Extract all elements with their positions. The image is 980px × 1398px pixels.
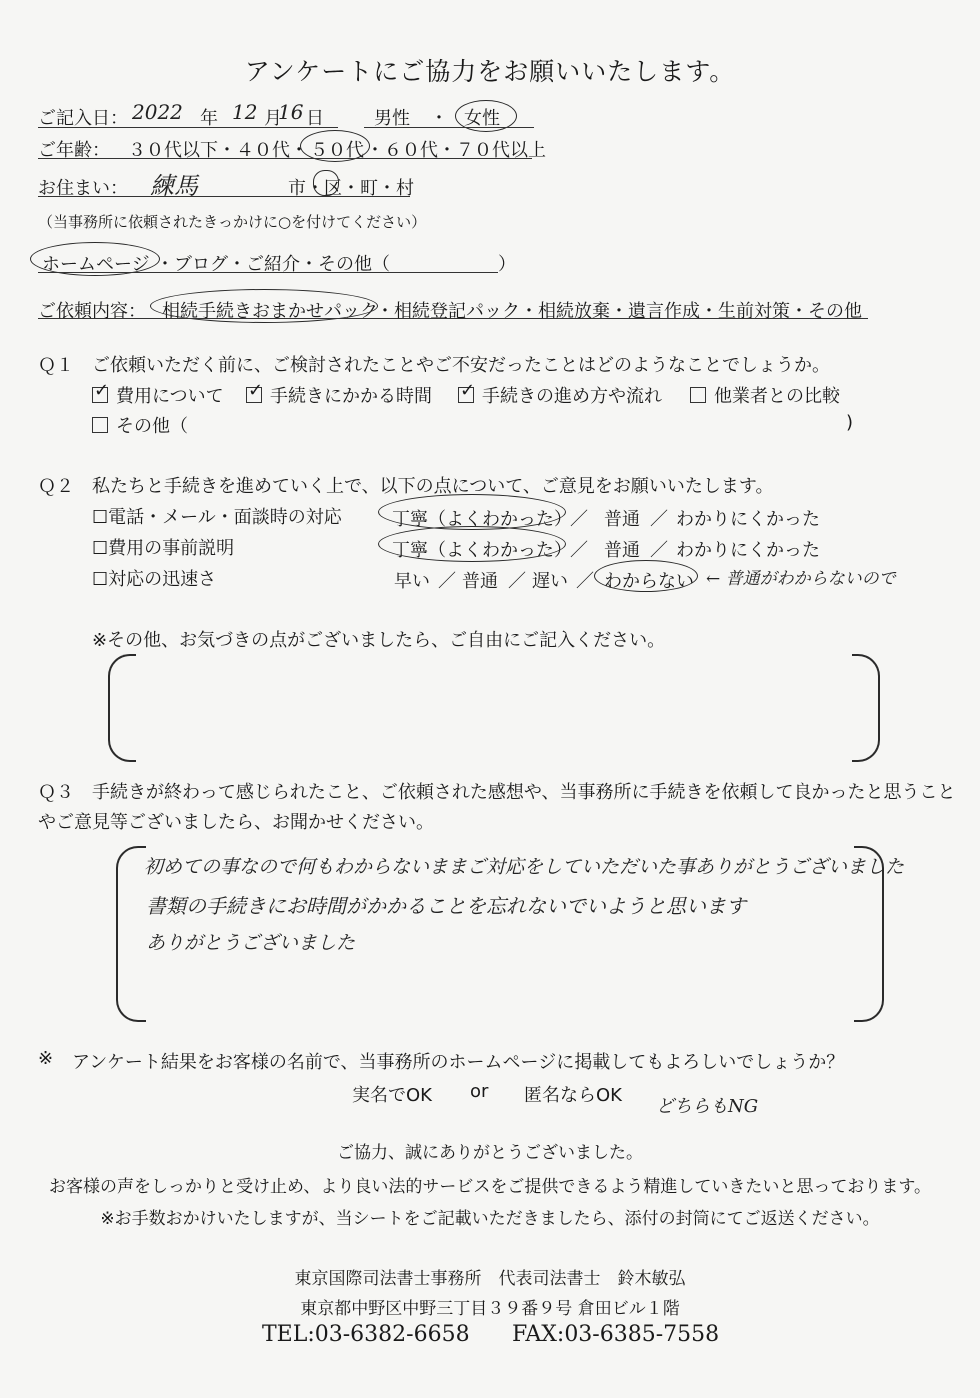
gender-sep: ・ <box>430 108 448 129</box>
q3-question-line2: やご意見等ございましたら、お聞かせください。 <box>38 812 434 833</box>
checkbox-checked-icon[interactable] <box>92 387 108 403</box>
q2-speed-fast[interactable]: 早い <box>394 571 430 592</box>
checkbox-icon[interactable] <box>690 387 706 403</box>
q1-option-time-label: 手続きにかかる時間 <box>270 386 432 407</box>
q3-answer-line3: ありがとうございました <box>146 932 356 954</box>
month-unit: 月 <box>264 108 282 129</box>
q1-label: Ｑ１ <box>38 355 74 376</box>
age-options-high[interactable]: ・６０代・７０代以上 <box>366 140 546 161</box>
q2-sep: ／ <box>570 540 588 561</box>
q2-speed-slow[interactable]: 遅い <box>532 571 568 592</box>
trigger-homepage[interactable]: ホームページ <box>42 254 150 275</box>
q2-sep: ／ <box>570 509 588 530</box>
q1-option-cost[interactable] <box>92 382 224 408</box>
trigger-note: （当事務所に依頼されたきっかけに○を付けてください） <box>38 213 427 231</box>
date-month[interactable]: 12 <box>232 100 258 124</box>
ward-circle-mark <box>313 170 339 196</box>
address-value[interactable]: 練馬 <box>150 172 198 200</box>
date-underline <box>38 127 338 128</box>
q3-question-line1: 手続きが終わって感じられたこと、ご依頼された感想や、当事務所に手続きを依頼して良かったと思うこと <box>92 782 956 803</box>
q2-fee-unclear[interactable]: わかりにくかった <box>676 540 820 561</box>
q3-label: Ｑ３ <box>38 782 74 803</box>
date-label: ご記入日： <box>38 108 128 129</box>
q2-sep: ／ <box>438 571 456 592</box>
fee-circle-mark <box>378 526 566 562</box>
q1-question: ご依頼いただく前に、ご検討されたことやご不安だったことはどのようなことでしょうか。 <box>92 355 830 376</box>
answer-box-left-bracket <box>116 846 146 1022</box>
q2-contact-polite[interactable]: 丁寧（よくわかった） <box>392 509 572 530</box>
trigger-underline <box>38 272 498 273</box>
request-label: ご依頼内容： <box>38 301 146 322</box>
q1-option-process[interactable] <box>458 382 662 408</box>
gender-male[interactable]: 男性 <box>374 108 410 129</box>
q2-fee-normal[interactable]: 普通 <box>604 540 640 561</box>
age-label: ご年齢： <box>38 140 110 161</box>
comment-box-left-bracket <box>108 654 136 762</box>
q3-answer-line2: 書類の手続きにお時間がかかることを忘れないでいようと思います <box>146 894 746 918</box>
q1-option-other-label: その他（ <box>116 416 188 437</box>
year-unit: 年 <box>200 108 218 129</box>
publish-mark: ※ <box>38 1048 54 1069</box>
age-option-50s[interactable]: ５０代 <box>310 140 364 161</box>
footer-address: 東京都中野区中野三丁目３９番９号 倉田ビル１階 <box>300 1299 680 1319</box>
q2-sep: ／ <box>508 571 526 592</box>
footer-fax: FAX:03-6385-7558 <box>512 1322 720 1347</box>
address-underline <box>38 196 410 197</box>
q2-item-contact[interactable]: ☐電話・メール・面談時の対応 <box>92 507 342 528</box>
footer-tel[interactable]: TEL:03-6382-6658 <box>262 1322 470 1347</box>
speed-handwritten-note: ← 普通がわからないので <box>706 569 896 589</box>
gender-female[interactable]: 女性 <box>464 108 500 129</box>
trigger-other-options[interactable]: ・ブログ・ご紹介・その他（ ） <box>156 254 516 275</box>
footer-office: 東京国際司法書士事務所 代表司法書士 鈴木敏弘 <box>294 1269 686 1289</box>
gender-underline <box>364 127 534 128</box>
q2-item-fee[interactable]: ☐費用の事前説明 <box>92 538 235 559</box>
q3-answer-line1: 初めての事なので何もわからないままご対応をしていただいた事ありがとうございました <box>144 856 905 878</box>
date-year[interactable]: 2022 <box>132 100 183 124</box>
q2-item-speed[interactable]: ☐対応の迅速さ <box>92 569 217 590</box>
footer-return-note: ※お手数おかけいたしますが、当シートをご記載いただきましたら、添付の封筒にてご返送ください。 <box>100 1209 880 1229</box>
request-other-options[interactable]: ・相続登記パック・相続放棄・遺言作成・生前対策・その他 <box>376 301 862 322</box>
contact-circle-mark <box>378 494 566 530</box>
address-label: お住まい： <box>38 178 128 199</box>
q2-fee-polite[interactable]: 丁寧（よくわかった） <box>392 540 572 561</box>
checkbox-checked-icon[interactable] <box>246 387 262 403</box>
checkbox-icon[interactable] <box>92 417 108 433</box>
q2-question: 私たちと手続きを進めていく上で、以下の点について、ご意見をお願いいたします。 <box>92 476 774 497</box>
q2-sep: ／ <box>650 540 668 561</box>
q2-comment-prompt: ※その他、お気づきの点がございましたら、ご自由にご記入ください。 <box>92 630 666 651</box>
publish-real-name-ok[interactable]: 実名でOK <box>352 1085 432 1106</box>
footer-thanks: ご協力、誠にありがとうございました。 <box>337 1143 643 1163</box>
q1-option-cost-label: 費用について <box>116 386 224 407</box>
footer-message: お客様の声をしっかりと受け止め、より良い法的サービスをご提供できるよう精進していきたいと思っております。 <box>49 1177 931 1197</box>
publish-or: or <box>470 1081 489 1102</box>
publish-hand-answer: どちらもNG <box>656 1096 759 1117</box>
q1-option-process-label: 手続きの進め方や流れ <box>482 386 662 407</box>
q2-contact-unclear[interactable]: わかりにくかった <box>676 509 820 530</box>
address-units[interactable]: 市・区・町・村 <box>288 178 414 199</box>
publish-anon-ok[interactable]: 匿名ならOK <box>524 1085 622 1106</box>
q2-speed-unknown[interactable]: わからない <box>604 571 694 592</box>
q2-label: Ｑ２ <box>38 476 74 497</box>
q2-sep: ／ <box>576 571 594 592</box>
q1-option-compare-label: 他業者との比較 <box>714 386 840 407</box>
q2-speed-normal[interactable]: 普通 <box>462 571 498 592</box>
page-title: アンケートにご協力をお願いいたします。 <box>244 57 736 86</box>
age-options-low[interactable]: ３０代以下・４０代・ <box>128 140 308 161</box>
q1-option-compare[interactable] <box>690 382 840 408</box>
q1-other-close: ) <box>846 412 854 433</box>
checkbox-checked-icon[interactable] <box>458 387 474 403</box>
homepage-circle-mark <box>30 242 160 276</box>
publish-question: アンケート結果をお客様の名前で、当事務所のホームページに掲載してもよろしいでしょうか？ <box>72 1052 845 1073</box>
age-underline <box>38 158 532 159</box>
q1-option-other[interactable] <box>92 412 188 438</box>
q2-comment-box[interactable] <box>134 654 852 758</box>
q2-contact-normal[interactable]: 普通 <box>604 509 640 530</box>
request-underline <box>38 318 868 319</box>
comment-box-right-bracket <box>852 654 880 762</box>
date-day[interactable]: 16 <box>278 100 304 124</box>
q1-option-time[interactable] <box>246 382 432 408</box>
q2-sep: ／ <box>650 509 668 530</box>
request-selected[interactable]: 相続手続きおまかせパック <box>162 301 378 322</box>
day-unit: 日 <box>306 108 324 129</box>
speed-circle-mark <box>594 560 698 592</box>
